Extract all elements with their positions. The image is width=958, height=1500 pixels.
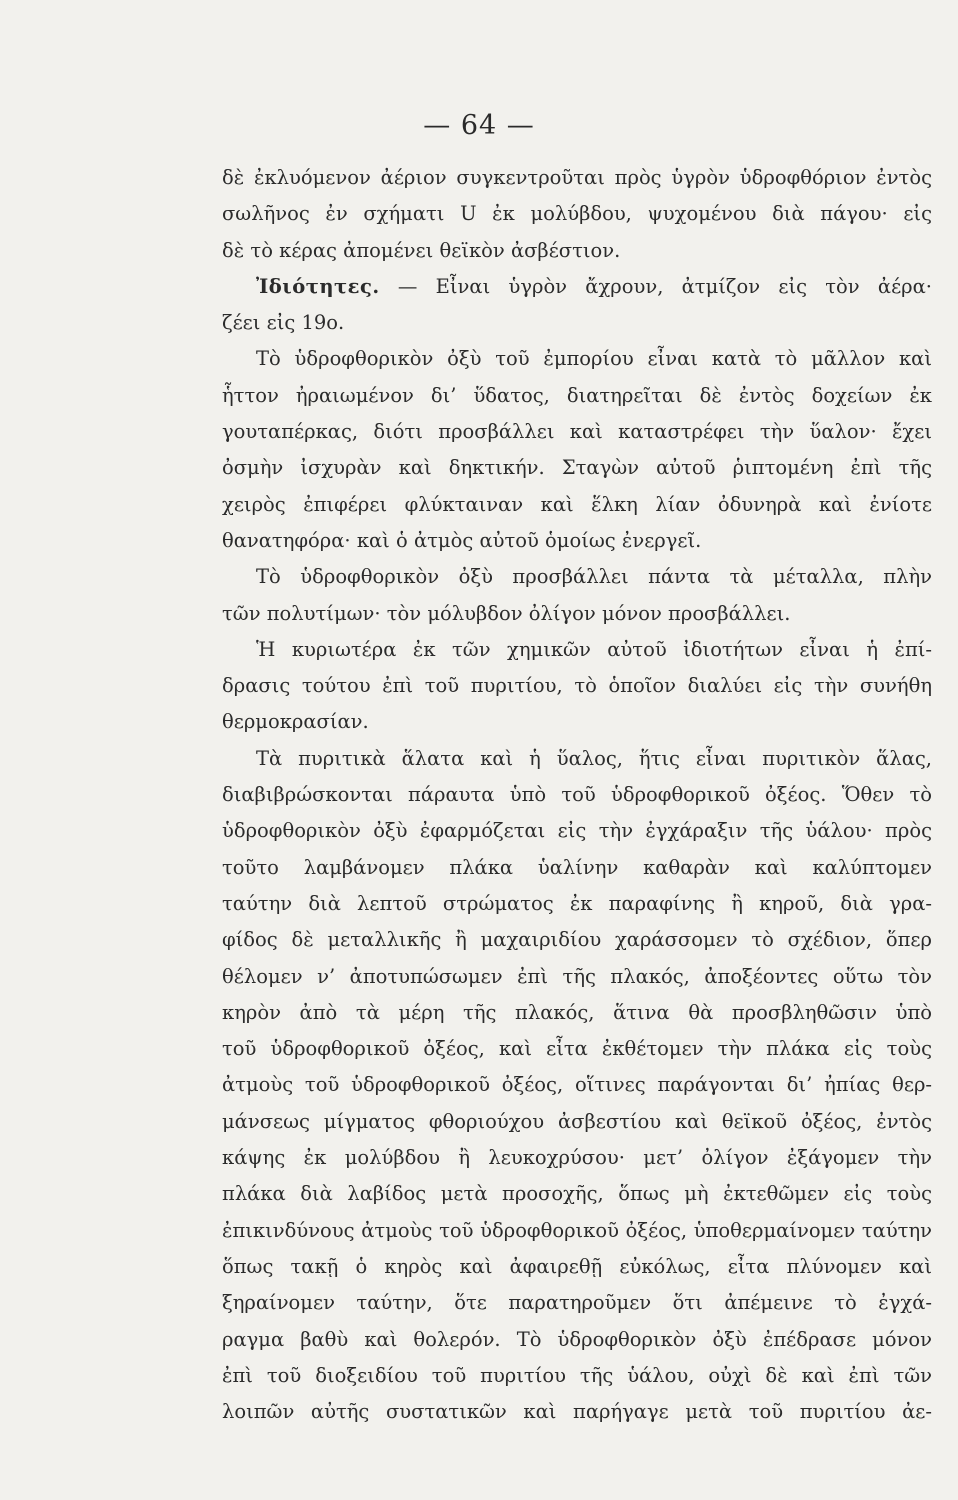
text-line bbox=[222, 1322, 932, 1358]
line-text: θανατηφόρα· καὶ ὁ ἀτμὸς αὐτοῦ ὁμοίως ἐνεργεῖ. bbox=[222, 528, 702, 552]
line-text: ταύτην διὰ λεπτοῦ στρώματος ἐκ παραφίνης ἢ κηροῦ, διὰ γρα- bbox=[222, 891, 932, 915]
line-text: διαβιβρώσκονται πάραυτα ὑπὸ τοῦ ὑδροφθορικοῦ ὀξέος. Ὅθεν τὸ bbox=[222, 783, 932, 807]
line-text: θερμοκρασίαν. bbox=[222, 710, 369, 734]
text-line bbox=[222, 596, 932, 632]
text-line bbox=[222, 305, 932, 341]
text-line bbox=[222, 632, 932, 668]
line-text: τοῦ ὑδροφθορικοῦ ὀξέος, καὶ εἶτα ἐκθέτομεν τὴν πλάκα εἰς τοὺς bbox=[222, 1037, 932, 1061]
line-text: Τὰ πυριτικὰ ἅλατα καὶ ἡ ὕαλος, ἥτις εἶναι πυριτικὸν ἅλας, bbox=[256, 746, 932, 770]
line-text: Τὸ ὑδροφθορικὸν ὀξὺ προσβάλλει πάντα τὰ μέταλλα, πλὴν bbox=[256, 565, 932, 589]
line-text: ὑδροφθορικὸν ὀξὺ ἐφαρμόζεται εἰς τὴν ἐγχάραξιν τῆς ὑάλου· πρὸς bbox=[222, 819, 932, 843]
text-line bbox=[222, 704, 932, 740]
text-line bbox=[222, 959, 932, 995]
text-line bbox=[222, 487, 932, 523]
text-line bbox=[222, 233, 932, 269]
text-line bbox=[222, 1249, 932, 1285]
line-text: ἐπικινδύνους ἀτμοὺς τοῦ ὑδροφθορικοῦ ὀξέος, ὑποθερμαίνομεν ταύτην bbox=[222, 1218, 932, 1242]
text-line bbox=[222, 850, 932, 886]
line-text: τοῦτο λαμβάνομεν πλάκα ὑαλίνην καθαρὰν καὶ καλύπτομεν bbox=[222, 855, 932, 879]
text-line bbox=[222, 995, 932, 1031]
line-text: ἀτμοὺς τοῦ ὑδροφθορικοῦ ὀξέος, οἵτινες παράγονται δι’ ἠπίας θερ- bbox=[222, 1073, 932, 1097]
text-line bbox=[222, 378, 932, 414]
text-line bbox=[222, 922, 932, 958]
text-line bbox=[222, 813, 932, 849]
text-line bbox=[222, 1213, 932, 1249]
line-text: — Εἶναι ὑγρὸν ἄχρουν, ἀτμίζον εἰς τὸν ἀέρα· bbox=[379, 274, 932, 298]
text-line bbox=[222, 1285, 932, 1321]
text-line bbox=[222, 1031, 932, 1067]
text-line bbox=[222, 1067, 932, 1103]
line-text: θέλομεν ν’ ἀποτυπώσωμεν ἐπὶ τῆς πλακός, ἀποξέοντες οὕτω τὸν bbox=[222, 964, 932, 988]
line-text: ἧττον ἠραιωμένον δι’ ὕδατος, διατηρεῖται δὲ ἐντὸς δοχείων ἐκ bbox=[222, 383, 932, 407]
line-text: χειρὸς ἐπιφέρει φλύκταιναν καὶ ἕλκη λίαν ὀδυνηρὰ καὶ ἐνίοτε bbox=[222, 492, 932, 516]
body-text bbox=[222, 160, 932, 1430]
text-line bbox=[222, 1104, 932, 1140]
text-line bbox=[222, 741, 932, 777]
line-text: γουταπέρκας, διότι προσβάλλει καὶ καταστρέφει τὴν ὕαλον· ἔχει bbox=[222, 420, 932, 444]
line-text: σωλῆνος ἐν σχήματι U ἐκ μολύβδου, ψυχομένου διὰ πάγου· εἰς bbox=[222, 202, 932, 226]
text-line bbox=[222, 668, 932, 704]
line-text: ξηραίνομεν ταύτην, ὅτε παρατηροῦμεν ὅτι ἀπέμεινε τὸ ἐγχά- bbox=[222, 1291, 932, 1315]
text-line bbox=[222, 196, 932, 232]
line-text: πλάκα διὰ λαβίδος μετὰ προσοχῆς, ὅπως μὴ ἐκτεθῶμεν εἰς τοὺς bbox=[222, 1182, 932, 1206]
line-text: ὀσμὴν ἰσχυρὰν καὶ δηκτικήν. Σταγὼν αὐτοῦ ῥιπτομένη ἐπὶ τῆς bbox=[222, 456, 932, 480]
line-text: κηρὸν ἀπὸ τὰ μέρη τῆς πλακός, ἅτινα θὰ προσβληθῶσιν ὑπὸ bbox=[222, 1000, 932, 1024]
text-line bbox=[222, 414, 932, 450]
line-text: δὲ ἐκλυόμενον ἀέριον συγκεντροῦται πρὸς ὑγρὸν ὑδροφθόριον ἐντὸς bbox=[222, 166, 932, 189]
line-text: Ἡ κυριωτέρα ἐκ τῶν χημικῶν αὐτοῦ ἰδιοτήτων εἶναι ἡ ἐπί- bbox=[256, 637, 932, 661]
text-line bbox=[222, 450, 932, 486]
text-line bbox=[222, 886, 932, 922]
line-text: ζέει εἰς 19ο. bbox=[222, 311, 345, 335]
text-line bbox=[222, 777, 932, 813]
line-text: Τὸ ὑδροφθορικὸν ὀξὺ τοῦ ἐμπορίου εἶναι κατὰ τὸ μᾶλλον καὶ bbox=[256, 347, 932, 371]
line-text: δὲ τὸ κέρας ἀπομένει θεϊκὸν ἀσβέστιον. bbox=[222, 238, 621, 262]
text-line bbox=[222, 559, 932, 595]
page-number: — 64 — bbox=[423, 110, 535, 141]
line-text: ἐπὶ τοῦ διοξειδίου τοῦ πυριτίου τῆς ὑάλου, οὐχὶ δὲ καὶ ἐπὶ τῶν bbox=[222, 1363, 932, 1387]
line-text: μάνσεως μίγματος φθοριούχου ἀσβεστίου καὶ θεϊκοῦ ὀξέος, ἐντὸς bbox=[222, 1109, 932, 1133]
line-text: ὅπως τακῇ ὁ κηρὸς καὶ ἀφαιρεθῇ εὐκόλως, εἶτα πλύνομεν καὶ bbox=[222, 1254, 932, 1278]
text-line bbox=[222, 523, 932, 559]
text-line bbox=[222, 1140, 932, 1176]
text-line bbox=[222, 341, 932, 377]
line-text: ραγμα βαθὺ καὶ θολερόν. Τὸ ὑδροφθορικὸν ὀξὺ ἐπέδρασε μόνον bbox=[222, 1327, 932, 1351]
line-text: λοιπῶν αὐτῆς συστατικῶν καὶ παρήγαγε μετὰ τοῦ πυριτίου ἀε- bbox=[222, 1400, 932, 1424]
section-heading: Ἰδιότητες. bbox=[256, 274, 380, 298]
text-line bbox=[222, 1176, 932, 1212]
text-line bbox=[222, 269, 932, 305]
text-line bbox=[222, 160, 932, 196]
line-text: τῶν πολυτίμων· τὸν μόλυβδον ὀλίγον μόνον προσβάλλει. bbox=[222, 601, 791, 625]
text-line bbox=[222, 1394, 932, 1430]
text-line bbox=[222, 1358, 932, 1394]
line-text: φίδος δὲ μεταλλικῆς ἢ μαχαιριδίου χαράσσομεν τὸ σχέδιον, ὅπερ bbox=[222, 928, 932, 952]
line-text: δρασις τούτου ἐπὶ τοῦ πυριτίου, τὸ ὁποῖον διαλύει εἰς τὴν συνήθη bbox=[222, 674, 932, 698]
line-text: κάψης ἐκ μολύβδου ἢ λευκοχρύσου· μετ’ ὀλίγον ἐξάγομεν τὴν bbox=[222, 1146, 932, 1170]
